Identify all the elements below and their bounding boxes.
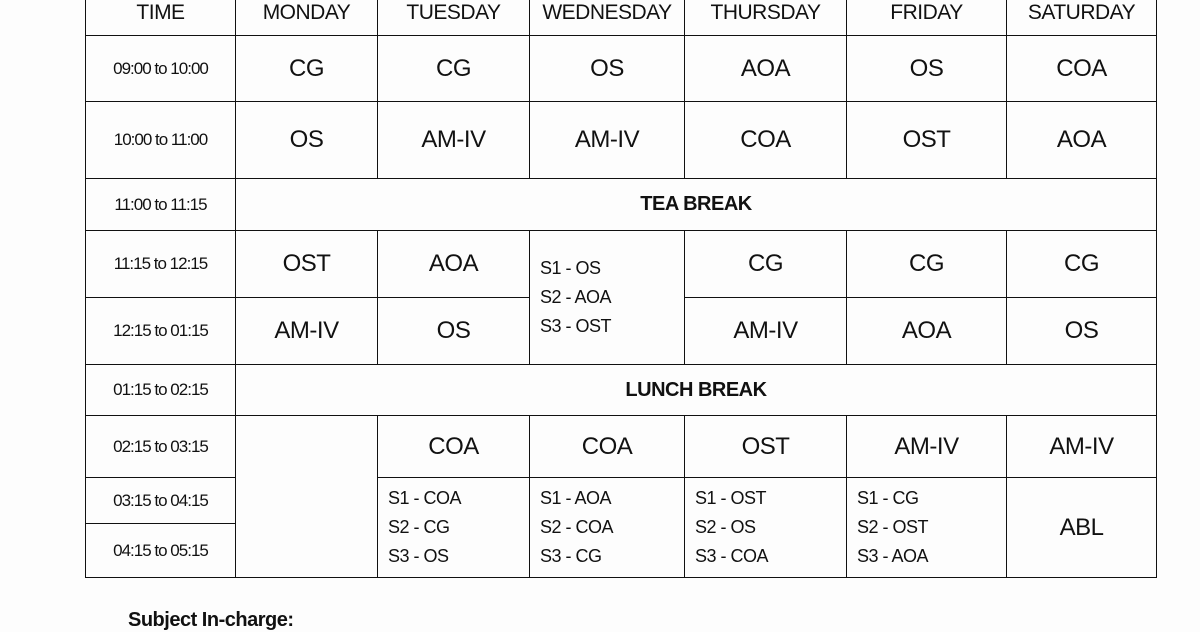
- batch-line: S3 - OST: [540, 316, 612, 336]
- wednesday-practical-batches: [530, 478, 685, 578]
- subject-cell: COA: [378, 416, 530, 478]
- time-slot: 11:15 to 12:15: [86, 231, 236, 298]
- subject-cell: AM-IV: [1007, 416, 1157, 478]
- subject-cell: CG: [1007, 231, 1157, 298]
- batch-line: S1 - OST: [695, 488, 767, 508]
- monday-afternoon-empty: [236, 416, 378, 578]
- batch-line: S3 - OS: [388, 546, 449, 566]
- friday-practical-batches: [847, 478, 1007, 578]
- subject-cell: AM-IV: [847, 416, 1007, 478]
- batch-line: S2 - OST: [857, 517, 929, 537]
- subject-cell: AM-IV: [530, 102, 685, 179]
- batch-line: S2 - COA: [540, 517, 614, 537]
- subject-cell: CG: [847, 231, 1007, 298]
- thursday-practical-batches: [685, 478, 847, 578]
- tuesday-practical-batches: [378, 478, 530, 578]
- batch-line: S1 - CG: [857, 488, 919, 508]
- subject-cell: CG: [685, 231, 847, 298]
- time-slot: 01:15 to 02:15: [86, 365, 236, 416]
- header-thursday: THURSDAY: [685, 0, 847, 36]
- subject-cell: AM-IV: [378, 102, 530, 179]
- batch-line: S1 - OS: [540, 258, 601, 278]
- subject-cell: OS: [378, 298, 530, 365]
- subject-cell: AOA: [1007, 102, 1157, 179]
- header-monday: MONDAY: [236, 0, 378, 36]
- time-slot: 03:15 to 04:15: [86, 478, 236, 524]
- subject-cell: AM-IV: [236, 298, 378, 365]
- subject-cell: COA: [685, 102, 847, 179]
- subject-cell: AM-IV: [685, 298, 847, 365]
- subject-cell: OST: [685, 416, 847, 478]
- time-slot: 12:15 to 01:15: [86, 298, 236, 365]
- subject-cell: OS: [236, 102, 378, 179]
- time-slot: 11:00 to 11:15: [86, 179, 236, 231]
- time-slot: 10:00 to 11:00: [86, 102, 236, 179]
- batch-line: S3 - COA: [695, 546, 769, 566]
- batch-line: S3 - AOA: [857, 546, 929, 566]
- time-slot: 02:15 to 03:15: [86, 416, 236, 478]
- header-tuesday: TUESDAY: [378, 0, 530, 36]
- batch-line: S2 - AOA: [540, 287, 612, 307]
- batch-line: S1 - AOA: [540, 488, 612, 508]
- batch-line: S2 - OS: [695, 517, 756, 537]
- subject-cell: COA: [530, 416, 685, 478]
- subject-cell: AOA: [847, 298, 1007, 365]
- subject-cell: AOA: [685, 36, 847, 102]
- time-slot: 09:00 to 10:00: [86, 36, 236, 102]
- timetable: [85, 0, 1157, 578]
- subject-cell: AOA: [378, 231, 530, 298]
- time-slot: 04:15 to 05:15: [86, 524, 236, 578]
- saturday-abl: ABL: [1007, 478, 1157, 578]
- batch-line: S1 - COA: [388, 488, 462, 508]
- subject-cell: OS: [847, 36, 1007, 102]
- batch-line: S2 - CG: [388, 517, 450, 537]
- batch-line: S3 - CG: [540, 546, 602, 566]
- subject-cell: COA: [1007, 36, 1157, 102]
- header-time: TIME: [86, 0, 236, 36]
- subject-cell: OST: [847, 102, 1007, 179]
- subject-in-charge-label: Subject In-charge:: [128, 609, 294, 631]
- header-friday: FRIDAY: [847, 0, 1007, 36]
- subject-cell: CG: [378, 36, 530, 102]
- subject-cell: OS: [1007, 298, 1157, 365]
- subject-cell: OS: [530, 36, 685, 102]
- wednesday-practical-batches: [530, 231, 685, 365]
- tea-break: TEA BREAK: [236, 179, 1157, 231]
- lunch-break: LUNCH BREAK: [236, 365, 1157, 416]
- subject-cell: OST: [236, 231, 378, 298]
- header-wednesday: WEDNESDAY: [530, 0, 685, 36]
- subject-cell: CG: [236, 36, 378, 102]
- header-saturday: SATURDAY: [1007, 0, 1157, 36]
